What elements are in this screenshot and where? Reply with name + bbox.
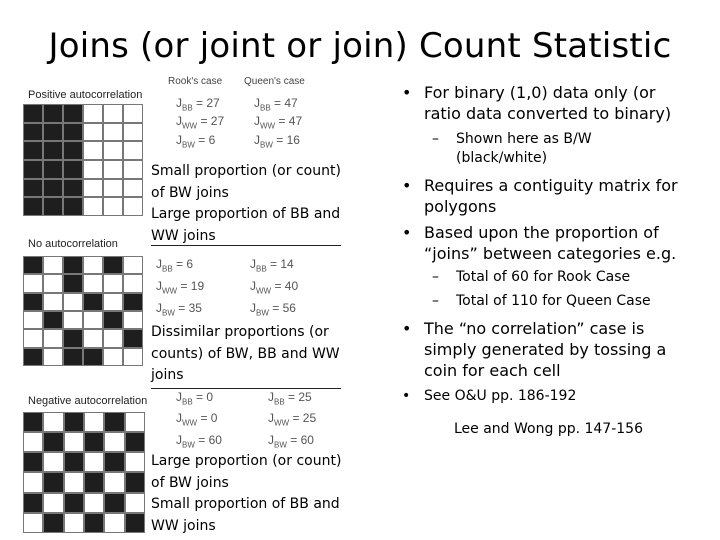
white-cell [103,123,123,142]
black-cell [23,104,43,123]
dash-marker: – [432,131,439,147]
stat-rook-ww: $J_{WW} = 19$ [156,279,205,296]
black-cell [84,472,104,492]
white-cell [125,412,145,432]
white-cell [23,311,43,329]
white-cell [83,104,103,123]
white-cell [123,104,143,123]
black-cell [84,513,104,533]
white-cell [83,179,103,198]
white-cell [123,348,143,366]
stat-rook-ww: $J_{WW} = 27$ [176,114,225,131]
white-cell [83,141,103,160]
dash-marker: – [432,269,439,285]
black-cell [63,274,83,292]
black-cell [43,123,63,142]
white-cell [83,197,103,216]
slide-title: Joins (or joint or join) Count Statistic [48,26,672,66]
stat-queen-ww: $J_{WW} = 47$ [254,114,303,131]
white-cell [83,329,103,347]
black-cell [43,160,63,179]
white-cell [123,197,143,216]
black-cell [63,179,83,198]
bullet-marker: • [402,223,412,242]
bullet-marker: • [402,176,412,195]
stat-rook-bb: $J_{BB} = 0$ [176,390,214,407]
panel-label-none: No autocorrelation [28,238,118,250]
white-cell [103,179,123,198]
black-cell [104,493,124,513]
stat-queen-bb: $J_{BB} = 47$ [254,96,298,113]
grid-positive-autocorrelation [23,104,143,216]
black-cell [104,452,124,472]
black-cell [43,197,63,216]
note-positive-1: Small proportion (or count) of BW joins [151,163,341,201]
note-negative-1: Large proportion (or count) of BW joins [151,453,342,491]
white-cell [83,274,103,292]
note-positive-2: Large proportion of BB and WW joins [151,206,341,244]
stat-queen-bb: $J_{BB} = 25$ [268,390,312,407]
bullet-proportion-of-joins: • Based upon the proportion of “joins” between categories e.g. [402,223,677,263]
white-cell [104,432,124,452]
white-cell [43,274,63,292]
white-cell [125,493,145,513]
subbullet-rook-total: – Total of 60 for Rook Case [432,269,631,285]
black-cell [84,432,104,452]
white-cell [84,412,104,432]
stat-rook-bw: $J_{BW} = 6$ [176,133,216,150]
black-cell [43,472,63,492]
black-cell [23,412,43,432]
black-cell [23,348,43,366]
white-cell [43,256,63,274]
white-cell [103,274,123,292]
white-cell [125,452,145,472]
white-cell [103,197,123,216]
white-cell [123,274,143,292]
white-cell [23,432,43,452]
white-cell [23,513,43,533]
white-cell [43,329,63,347]
grid-no-autocorrelation [23,256,143,366]
divider-2 [151,388,341,389]
white-cell [123,311,143,329]
stat-rook-bb: $J_{BB} = 6$ [156,257,194,274]
black-cell [64,493,84,513]
black-cell [63,160,83,179]
white-cell [83,160,103,179]
white-cell [104,513,124,533]
black-cell [43,432,63,452]
white-cell [84,493,104,513]
black-cell [23,493,43,513]
white-cell [64,513,84,533]
white-cell [43,493,63,513]
white-cell [83,123,103,142]
black-cell [43,141,63,160]
bullet-no-correlation-case: • The “no correlation” case is simply generated by tossing a coin for each cell [402,319,667,380]
black-cell [104,412,124,432]
note-negative-2: Small proportion of BB and WW joins [151,496,340,534]
black-cell [63,123,83,142]
white-cell [63,311,83,329]
white-cell [43,293,63,311]
white-cell [83,311,103,329]
black-cell [103,256,123,274]
subbullet-queen-total: – Total of 110 for Queen Case [432,293,651,309]
white-cell [103,104,123,123]
black-cell [43,311,63,329]
black-cell [23,197,43,216]
white-cell [103,348,123,366]
grid-negative-autocorrelation [23,412,145,533]
black-cell [63,256,83,274]
white-cell [104,472,124,492]
white-cell [43,452,63,472]
stat-rook-bw: $J_{BW} = 35$ [156,301,202,318]
black-cell [23,141,43,160]
white-cell [23,274,43,292]
bullet-reference-ou: • See O&U pp. 186-192 [424,386,684,407]
stat-rook-bb: $J_{BB} = 27$ [176,96,220,113]
bullet-marker: • [402,83,412,102]
black-cell [43,513,63,533]
white-cell [123,179,143,198]
black-cell [63,348,83,366]
black-cell [63,197,83,216]
white-cell [103,293,123,311]
black-cell [23,293,43,311]
black-cell [63,329,83,347]
white-cell [123,123,143,142]
white-cell [43,412,63,432]
stat-rook-bw: $J_{BW} = 60$ [176,433,222,450]
black-cell [63,104,83,123]
white-cell [64,472,84,492]
white-cell [123,256,143,274]
black-cell [83,348,103,366]
white-cell [84,452,104,472]
stat-queen-bw: $J_{BW} = 16$ [254,133,300,150]
stat-queen-bb: $J_{BB} = 14$ [250,257,294,274]
black-cell [123,329,143,347]
white-cell [43,348,63,366]
white-cell [123,160,143,179]
white-cell [83,256,103,274]
white-cell [23,472,43,492]
black-cell [23,179,43,198]
panel-label-positive: Positive autocorrelation [28,89,143,101]
black-cell [125,472,145,492]
black-cell [125,432,145,452]
subbullet-black-white: – Shown here as B/W (black/white) [432,131,592,166]
black-cell [64,412,84,432]
bullet-contiguity-matrix: • Requires a contiguity matrix for polygons [402,176,678,216]
reference-lee-wong: Lee and Wong pp. 147-156 [454,421,643,437]
bullet-binary-data: • For binary (1,0) data only (or ratio data converted to binary) [402,83,672,123]
white-cell [63,293,83,311]
note-none-1: Dissimilar proportions (or counts) of BW, BB and WW joins [151,324,340,383]
black-cell [23,452,43,472]
header-rook-case: Rook's case [168,76,223,87]
stat-queen-ww: $J_{WW} = 40$ [250,279,299,296]
header-queen-case: Queen's case [244,76,305,87]
white-cell [103,160,123,179]
black-cell [123,293,143,311]
black-cell [23,256,43,274]
panel-label-negative: Negative autocorrelation [28,395,148,407]
stat-rook-ww: $J_{WW} = 0$ [176,411,218,428]
white-cell [123,141,143,160]
stat-queen-bw: $J_{BW} = 56$ [250,301,296,318]
divider-1 [151,245,341,246]
white-cell [23,329,43,347]
black-cell [103,311,123,329]
white-cell [103,141,123,160]
black-cell [83,293,103,311]
black-cell [63,141,83,160]
white-cell [103,329,123,347]
black-cell [43,104,63,123]
dash-marker: – [432,293,439,309]
bullet-marker: • [402,319,412,338]
white-cell [64,432,84,452]
stat-queen-ww: $J_{WW} = 25$ [268,411,317,428]
bullet-marker: • [402,388,411,404]
black-cell [125,513,145,533]
stat-queen-bw: $J_{BW} = 60$ [268,433,314,450]
black-cell [64,452,84,472]
black-cell [23,123,43,142]
black-cell [43,179,63,198]
black-cell [23,160,43,179]
